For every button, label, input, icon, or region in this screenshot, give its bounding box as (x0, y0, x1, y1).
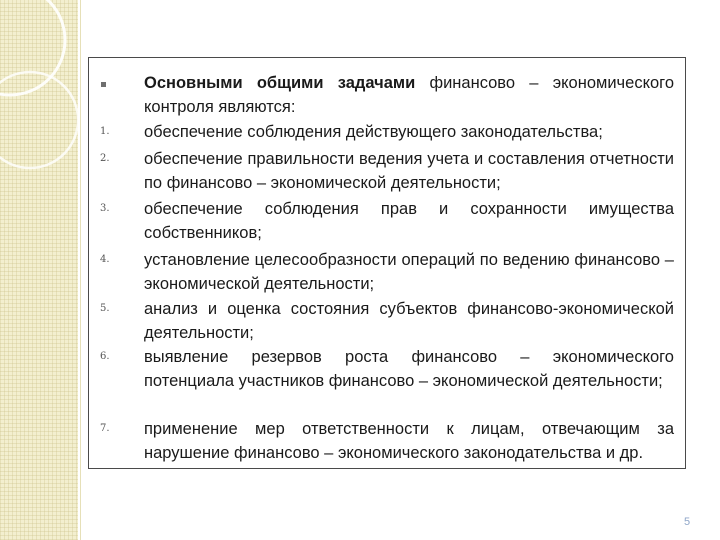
list-item-text: обеспечение соблюдения прав и сохранности имущества собственников; (144, 200, 674, 242)
item-number: 6. (100, 351, 110, 362)
list-item-text: обеспечение соблюдения действующего законодательства; (144, 123, 603, 141)
list-item-text: обеспечение правильности ведения учета и составления отчетности по финансово – экономической деятельности; (144, 150, 674, 192)
intro-text: финансово – экономического контроля являются: (144, 74, 674, 116)
decorative-circles (0, 0, 78, 540)
list-item-text: выявление резервов роста финансово – экономического потенциала участников финансово – экономической деятельности; (144, 348, 674, 390)
list-item-text: анализ и оценка состояния субъектов финансово-экономической деятельности; (144, 300, 674, 342)
item-number: 1. (100, 126, 110, 137)
bullet-square-icon (101, 82, 106, 87)
page-number: 5 (684, 516, 691, 528)
list-item-text: установление целесообразности операций по ведению финансово – экономической деятельности; (144, 251, 674, 293)
side-divider (80, 0, 81, 540)
list-item-text: применение мер ответственности к лицам, отвечающим за нарушение финансово – экономического законодательства и др. (144, 420, 674, 462)
item-number: 3. (100, 203, 110, 214)
item-number: 4. (100, 254, 110, 265)
intro-paragraph (144, 71, 674, 119)
item-number: 7. (100, 423, 110, 434)
item-number: 5. (100, 303, 110, 314)
decorative-side-strip (0, 0, 78, 540)
intro-bold-text: Основными общими задачами (144, 74, 416, 92)
item-number: 2. (100, 153, 110, 164)
